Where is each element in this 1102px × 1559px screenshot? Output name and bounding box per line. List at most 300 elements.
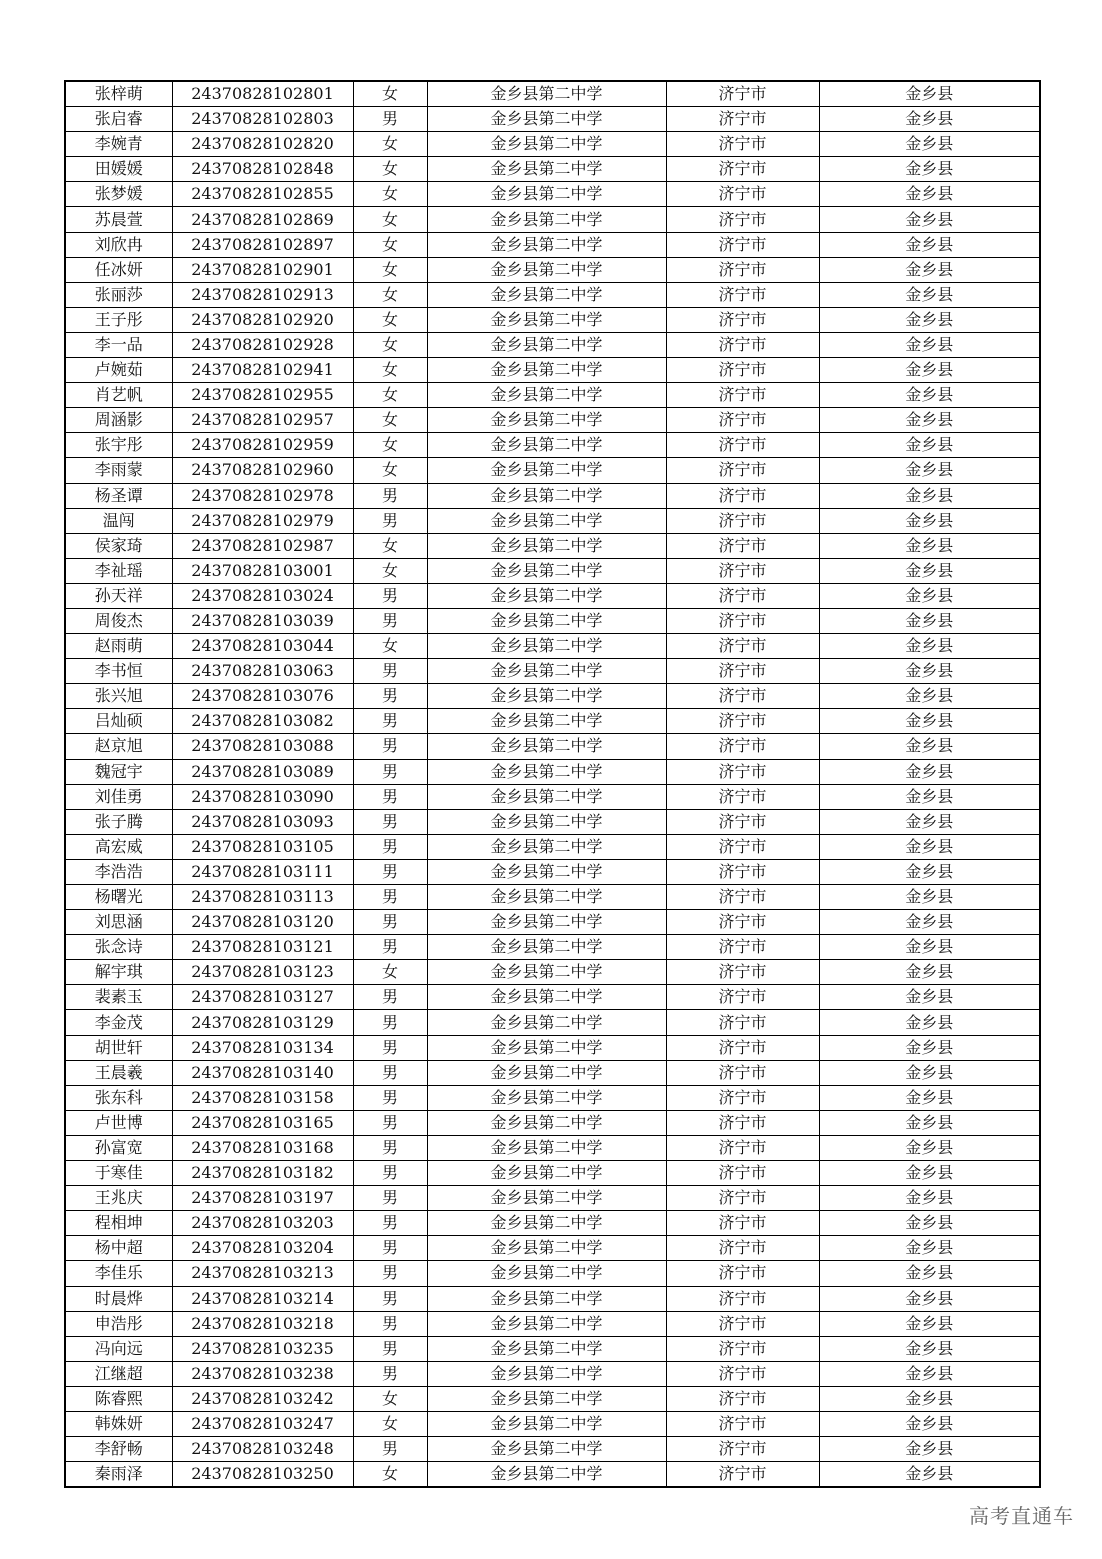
table-row	[65, 1060, 1040, 1085]
gender-cell: 女	[353, 558, 427, 583]
watermark-text: 高考直通车	[969, 1504, 1074, 1528]
exam-id-cell: 24370828103182	[172, 1161, 353, 1186]
student-name-cell: 张丽莎	[65, 282, 172, 307]
student-name-cell: 江继超	[65, 1361, 172, 1386]
table-row	[65, 759, 1040, 784]
school-cell: 金乡县第二中学	[427, 1135, 666, 1160]
gender-cell: 女	[353, 282, 427, 307]
table-row	[65, 1110, 1040, 1135]
exam-id-cell: 24370828102820	[172, 132, 353, 157]
city-cell: 济宁市	[666, 107, 819, 132]
county-cell: 金乡县	[819, 282, 1040, 307]
city-cell: 济宁市	[666, 1186, 819, 1211]
gender-cell: 男	[353, 508, 427, 533]
city-cell: 济宁市	[666, 182, 819, 207]
exam-id-cell: 24370828103111	[172, 859, 353, 884]
exam-id-cell: 24370828102955	[172, 383, 353, 408]
exam-id-cell: 24370828103088	[172, 734, 353, 759]
table-row	[65, 910, 1040, 935]
student-name-cell: 时晨烨	[65, 1286, 172, 1311]
county-cell: 金乡县	[819, 1085, 1040, 1110]
table-row	[65, 659, 1040, 684]
exam-id-cell: 24370828102920	[172, 307, 353, 332]
county-cell: 金乡县	[819, 81, 1040, 107]
city-cell: 济宁市	[666, 985, 819, 1010]
table-row	[65, 634, 1040, 659]
county-cell: 金乡县	[819, 383, 1040, 408]
school-cell: 金乡县第二中学	[427, 1211, 666, 1236]
county-cell: 金乡县	[819, 232, 1040, 257]
gender-cell: 女	[353, 257, 427, 282]
exam-id-cell: 24370828102855	[172, 182, 353, 207]
student-name-cell: 秦雨泽	[65, 1462, 172, 1488]
roster-body	[65, 81, 1040, 1487]
exam-id-cell: 24370828103044	[172, 634, 353, 659]
county-cell: 金乡县	[819, 784, 1040, 809]
exam-id-cell: 24370828103235	[172, 1336, 353, 1361]
exam-id-cell: 24370828103105	[172, 834, 353, 859]
student-name-cell: 张梦媛	[65, 182, 172, 207]
student-name-cell: 王晨羲	[65, 1060, 172, 1085]
table-row	[65, 809, 1040, 834]
school-cell: 金乡县第二中学	[427, 885, 666, 910]
gender-cell: 男	[353, 734, 427, 759]
student-name-cell: 杨圣谭	[65, 483, 172, 508]
gender-cell: 男	[353, 1336, 427, 1361]
student-name-cell: 高宏威	[65, 834, 172, 859]
county-cell: 金乡县	[819, 508, 1040, 533]
school-cell: 金乡县第二中学	[427, 1361, 666, 1386]
county-cell: 金乡县	[819, 935, 1040, 960]
county-cell: 金乡县	[819, 332, 1040, 357]
city-cell: 济宁市	[666, 1060, 819, 1085]
exam-id-cell: 24370828102801	[172, 81, 353, 107]
gender-cell: 女	[353, 383, 427, 408]
county-cell: 金乡县	[819, 1437, 1040, 1462]
table-row	[65, 684, 1040, 709]
city-cell: 济宁市	[666, 1361, 819, 1386]
student-name-cell: 卢世博	[65, 1110, 172, 1135]
student-name-cell: 温闯	[65, 508, 172, 533]
school-cell: 金乡县第二中学	[427, 81, 666, 107]
county-cell: 金乡县	[819, 1035, 1040, 1060]
city-cell: 济宁市	[666, 1437, 819, 1462]
student-name-cell: 卢婉茹	[65, 358, 172, 383]
student-name-cell: 张子腾	[65, 809, 172, 834]
gender-cell: 男	[353, 1010, 427, 1035]
city-cell: 济宁市	[666, 1161, 819, 1186]
student-name-cell: 周涵影	[65, 408, 172, 433]
county-cell: 金乡县	[819, 659, 1040, 684]
exam-id-cell: 24370828103039	[172, 608, 353, 633]
school-cell: 金乡县第二中学	[427, 383, 666, 408]
school-cell: 金乡县第二中学	[427, 1386, 666, 1411]
exam-id-cell: 24370828103134	[172, 1035, 353, 1060]
exam-id-cell: 24370828103203	[172, 1211, 353, 1236]
school-cell: 金乡县第二中学	[427, 483, 666, 508]
gender-cell: 男	[353, 684, 427, 709]
city-cell: 济宁市	[666, 81, 819, 107]
student-name-cell: 李舒畅	[65, 1437, 172, 1462]
school-cell: 金乡县第二中学	[427, 960, 666, 985]
county-cell: 金乡县	[819, 583, 1040, 608]
city-cell: 济宁市	[666, 1286, 819, 1311]
gender-cell: 女	[353, 960, 427, 985]
city-cell: 济宁市	[666, 257, 819, 282]
exam-id-cell: 24370828102913	[172, 282, 353, 307]
exam-id-cell: 24370828102987	[172, 533, 353, 558]
exam-id-cell: 24370828103129	[172, 1010, 353, 1035]
city-cell: 济宁市	[666, 1311, 819, 1336]
school-cell: 金乡县第二中学	[427, 583, 666, 608]
exam-id-cell: 24370828103001	[172, 558, 353, 583]
exam-id-cell: 24370828103120	[172, 910, 353, 935]
city-cell: 济宁市	[666, 207, 819, 232]
city-cell: 济宁市	[666, 634, 819, 659]
gender-cell: 女	[353, 533, 427, 558]
city-cell: 济宁市	[666, 383, 819, 408]
exam-id-cell: 24370828103093	[172, 809, 353, 834]
exam-id-cell: 24370828103140	[172, 1060, 353, 1085]
school-cell: 金乡县第二中学	[427, 634, 666, 659]
exam-id-cell: 24370828103213	[172, 1261, 353, 1286]
city-cell: 济宁市	[666, 859, 819, 884]
table-row	[65, 1236, 1040, 1261]
school-cell: 金乡县第二中学	[427, 207, 666, 232]
gender-cell: 男	[353, 659, 427, 684]
table-row	[65, 1261, 1040, 1286]
exam-id-cell: 24370828102897	[172, 232, 353, 257]
school-cell: 金乡县第二中学	[427, 408, 666, 433]
student-name-cell: 于寒佳	[65, 1161, 172, 1186]
table-row	[65, 985, 1040, 1010]
exam-id-cell: 24370828103250	[172, 1462, 353, 1488]
student-name-cell: 张梓萌	[65, 81, 172, 107]
exam-id-cell: 24370828103242	[172, 1386, 353, 1411]
school-cell: 金乡县第二中学	[427, 358, 666, 383]
school-cell: 金乡县第二中学	[427, 132, 666, 157]
school-cell: 金乡县第二中学	[427, 232, 666, 257]
table-row	[65, 157, 1040, 182]
school-cell: 金乡县第二中学	[427, 709, 666, 734]
school-cell: 金乡县第二中学	[427, 1261, 666, 1286]
table-row	[65, 834, 1040, 859]
school-cell: 金乡县第二中学	[427, 684, 666, 709]
exam-id-cell: 24370828103090	[172, 784, 353, 809]
city-cell: 济宁市	[666, 809, 819, 834]
gender-cell: 男	[353, 885, 427, 910]
student-name-cell: 李金茂	[65, 1010, 172, 1035]
school-cell: 金乡县第二中学	[427, 1110, 666, 1135]
school-cell: 金乡县第二中学	[427, 282, 666, 307]
table-row	[65, 1336, 1040, 1361]
city-cell: 济宁市	[666, 885, 819, 910]
gender-cell: 女	[353, 207, 427, 232]
county-cell: 金乡县	[819, 684, 1040, 709]
gender-cell: 男	[353, 985, 427, 1010]
county-cell: 金乡县	[819, 257, 1040, 282]
county-cell: 金乡县	[819, 1462, 1040, 1488]
county-cell: 金乡县	[819, 1211, 1040, 1236]
county-cell: 金乡县	[819, 408, 1040, 433]
city-cell: 济宁市	[666, 1085, 819, 1110]
city-cell: 济宁市	[666, 232, 819, 257]
city-cell: 济宁市	[666, 132, 819, 157]
table-row	[65, 960, 1040, 985]
city-cell: 济宁市	[666, 1261, 819, 1286]
county-cell: 金乡县	[819, 1236, 1040, 1261]
county-cell: 金乡县	[819, 1386, 1040, 1411]
school-cell: 金乡县第二中学	[427, 307, 666, 332]
exam-id-cell: 24370828102959	[172, 433, 353, 458]
table-row	[65, 408, 1040, 433]
county-cell: 金乡县	[819, 157, 1040, 182]
gender-cell: 男	[353, 483, 427, 508]
gender-cell: 男	[353, 910, 427, 935]
city-cell: 济宁市	[666, 759, 819, 784]
school-cell: 金乡县第二中学	[427, 1411, 666, 1436]
table-row	[65, 1010, 1040, 1035]
county-cell: 金乡县	[819, 1336, 1040, 1361]
exam-id-cell: 24370828102803	[172, 107, 353, 132]
school-cell: 金乡县第二中学	[427, 1311, 666, 1336]
student-name-cell: 陈睿熙	[65, 1386, 172, 1411]
table-row	[65, 1386, 1040, 1411]
city-cell: 济宁市	[666, 483, 819, 508]
county-cell: 金乡县	[819, 1311, 1040, 1336]
student-name-cell: 张启睿	[65, 107, 172, 132]
gender-cell: 男	[353, 709, 427, 734]
table-row	[65, 1361, 1040, 1386]
student-name-cell: 刘思涵	[65, 910, 172, 935]
table-row	[65, 1161, 1040, 1186]
county-cell: 金乡县	[819, 558, 1040, 583]
student-name-cell: 李一品	[65, 332, 172, 357]
student-name-cell: 李雨蒙	[65, 458, 172, 483]
county-cell: 金乡县	[819, 734, 1040, 759]
table-row	[65, 608, 1040, 633]
gender-cell: 男	[353, 583, 427, 608]
student-name-cell: 李书恒	[65, 659, 172, 684]
school-cell: 金乡县第二中学	[427, 533, 666, 558]
exam-id-cell: 24370828102869	[172, 207, 353, 232]
school-cell: 金乡县第二中学	[427, 659, 666, 684]
county-cell: 金乡县	[819, 634, 1040, 659]
city-cell: 济宁市	[666, 1211, 819, 1236]
school-cell: 金乡县第二中学	[427, 1161, 666, 1186]
county-cell: 金乡县	[819, 885, 1040, 910]
table-row	[65, 483, 1040, 508]
table-row	[65, 508, 1040, 533]
county-cell: 金乡县	[819, 1010, 1040, 1035]
gender-cell: 男	[353, 809, 427, 834]
school-cell: 金乡县第二中学	[427, 257, 666, 282]
student-name-cell: 李婉青	[65, 132, 172, 157]
student-name-cell: 程相坤	[65, 1211, 172, 1236]
exam-id-cell: 24370828102960	[172, 458, 353, 483]
table-row	[65, 207, 1040, 232]
county-cell: 金乡县	[819, 759, 1040, 784]
student-name-cell: 侯家琦	[65, 533, 172, 558]
gender-cell: 男	[353, 1211, 427, 1236]
school-cell: 金乡县第二中学	[427, 157, 666, 182]
school-cell: 金乡县第二中学	[427, 458, 666, 483]
gender-cell: 男	[353, 759, 427, 784]
gender-cell: 男	[353, 107, 427, 132]
city-cell: 济宁市	[666, 910, 819, 935]
school-cell: 金乡县第二中学	[427, 759, 666, 784]
city-cell: 济宁市	[666, 558, 819, 583]
city-cell: 济宁市	[666, 508, 819, 533]
student-name-cell: 王子彤	[65, 307, 172, 332]
table-row	[65, 558, 1040, 583]
gender-cell: 男	[353, 784, 427, 809]
exam-id-cell: 24370828103197	[172, 1186, 353, 1211]
table-row	[65, 332, 1040, 357]
city-cell: 济宁市	[666, 935, 819, 960]
school-cell: 金乡县第二中学	[427, 1186, 666, 1211]
gender-cell: 女	[353, 132, 427, 157]
gender-cell: 男	[353, 1361, 427, 1386]
student-name-cell: 魏冠宇	[65, 759, 172, 784]
county-cell: 金乡县	[819, 834, 1040, 859]
student-name-cell: 李浩浩	[65, 859, 172, 884]
student-name-cell: 苏晨萱	[65, 207, 172, 232]
exam-id-cell: 24370828103158	[172, 1085, 353, 1110]
county-cell: 金乡县	[819, 1411, 1040, 1436]
student-name-cell: 田媛媛	[65, 157, 172, 182]
table-row	[65, 935, 1040, 960]
gender-cell: 女	[353, 81, 427, 107]
city-cell: 济宁市	[666, 684, 819, 709]
city-cell: 济宁市	[666, 734, 819, 759]
county-cell: 金乡县	[819, 1186, 1040, 1211]
table-row	[65, 1085, 1040, 1110]
city-cell: 济宁市	[666, 1411, 819, 1436]
student-name-cell: 张东科	[65, 1085, 172, 1110]
gender-cell: 女	[353, 157, 427, 182]
table-row	[65, 1462, 1040, 1488]
gender-cell: 男	[353, 608, 427, 633]
table-row	[65, 859, 1040, 884]
city-cell: 济宁市	[666, 1336, 819, 1361]
school-cell: 金乡县第二中学	[427, 809, 666, 834]
school-cell: 金乡县第二中学	[427, 508, 666, 533]
table-row	[65, 232, 1040, 257]
county-cell: 金乡县	[819, 1060, 1040, 1085]
table-row	[65, 81, 1040, 107]
city-cell: 济宁市	[666, 332, 819, 357]
gender-cell: 男	[353, 1135, 427, 1160]
county-cell: 金乡县	[819, 358, 1040, 383]
gender-cell: 男	[353, 1236, 427, 1261]
county-cell: 金乡县	[819, 608, 1040, 633]
city-cell: 济宁市	[666, 1135, 819, 1160]
school-cell: 金乡县第二中学	[427, 985, 666, 1010]
gender-cell: 女	[353, 634, 427, 659]
school-cell: 金乡县第二中学	[427, 784, 666, 809]
city-cell: 济宁市	[666, 408, 819, 433]
county-cell: 金乡县	[819, 433, 1040, 458]
gender-cell: 女	[353, 408, 427, 433]
exam-id-cell: 24370828103123	[172, 960, 353, 985]
exam-id-cell: 24370828102941	[172, 358, 353, 383]
city-cell: 济宁市	[666, 709, 819, 734]
exam-id-cell: 24370828103024	[172, 583, 353, 608]
student-roster-table	[64, 80, 1041, 1488]
city-cell: 济宁市	[666, 157, 819, 182]
county-cell: 金乡县	[819, 709, 1040, 734]
gender-cell: 女	[353, 458, 427, 483]
gender-cell: 女	[353, 1462, 427, 1488]
county-cell: 金乡县	[819, 1261, 1040, 1286]
gender-cell: 女	[353, 307, 427, 332]
school-cell: 金乡县第二中学	[427, 1035, 666, 1060]
student-name-cell: 刘佳勇	[65, 784, 172, 809]
city-cell: 济宁市	[666, 1386, 819, 1411]
gender-cell: 男	[353, 834, 427, 859]
exam-id-cell: 24370828102901	[172, 257, 353, 282]
table-row	[65, 1437, 1040, 1462]
gender-cell: 女	[353, 182, 427, 207]
exam-id-cell: 24370828102957	[172, 408, 353, 433]
city-cell: 济宁市	[666, 358, 819, 383]
student-name-cell: 赵雨萌	[65, 634, 172, 659]
county-cell: 金乡县	[819, 483, 1040, 508]
student-name-cell: 解宇琪	[65, 960, 172, 985]
school-cell: 金乡县第二中学	[427, 1286, 666, 1311]
school-cell: 金乡县第二中学	[427, 910, 666, 935]
city-cell: 济宁市	[666, 307, 819, 332]
student-name-cell: 孙富宽	[65, 1135, 172, 1160]
exam-id-cell: 24370828103063	[172, 659, 353, 684]
county-cell: 金乡县	[819, 910, 1040, 935]
table-row	[65, 1286, 1040, 1311]
table-row	[65, 1411, 1040, 1436]
exam-id-cell: 24370828102848	[172, 157, 353, 182]
student-name-cell: 韩姝妍	[65, 1411, 172, 1436]
city-cell: 济宁市	[666, 1010, 819, 1035]
table-row	[65, 709, 1040, 734]
gender-cell: 男	[353, 1261, 427, 1286]
exam-id-cell: 24370828103247	[172, 1411, 353, 1436]
exam-id-cell: 24370828103127	[172, 985, 353, 1010]
gender-cell: 女	[353, 433, 427, 458]
student-name-cell: 赵京旭	[65, 734, 172, 759]
school-cell: 金乡县第二中学	[427, 834, 666, 859]
school-cell: 金乡县第二中学	[427, 734, 666, 759]
table-row	[65, 1186, 1040, 1211]
school-cell: 金乡县第二中学	[427, 1437, 666, 1462]
gender-cell: 男	[353, 859, 427, 884]
gender-cell: 男	[353, 1110, 427, 1135]
student-name-cell: 张兴旭	[65, 684, 172, 709]
county-cell: 金乡县	[819, 1286, 1040, 1311]
county-cell: 金乡县	[819, 985, 1040, 1010]
city-cell: 济宁市	[666, 1035, 819, 1060]
school-cell: 金乡县第二中学	[427, 1060, 666, 1085]
county-cell: 金乡县	[819, 132, 1040, 157]
gender-cell: 男	[353, 1161, 427, 1186]
school-cell: 金乡县第二中学	[427, 1010, 666, 1035]
student-name-cell: 刘欣冉	[65, 232, 172, 257]
school-cell: 金乡县第二中学	[427, 859, 666, 884]
table-row	[65, 383, 1040, 408]
county-cell: 金乡县	[819, 458, 1040, 483]
city-cell: 济宁市	[666, 458, 819, 483]
gender-cell: 女	[353, 358, 427, 383]
school-cell: 金乡县第二中学	[427, 332, 666, 357]
